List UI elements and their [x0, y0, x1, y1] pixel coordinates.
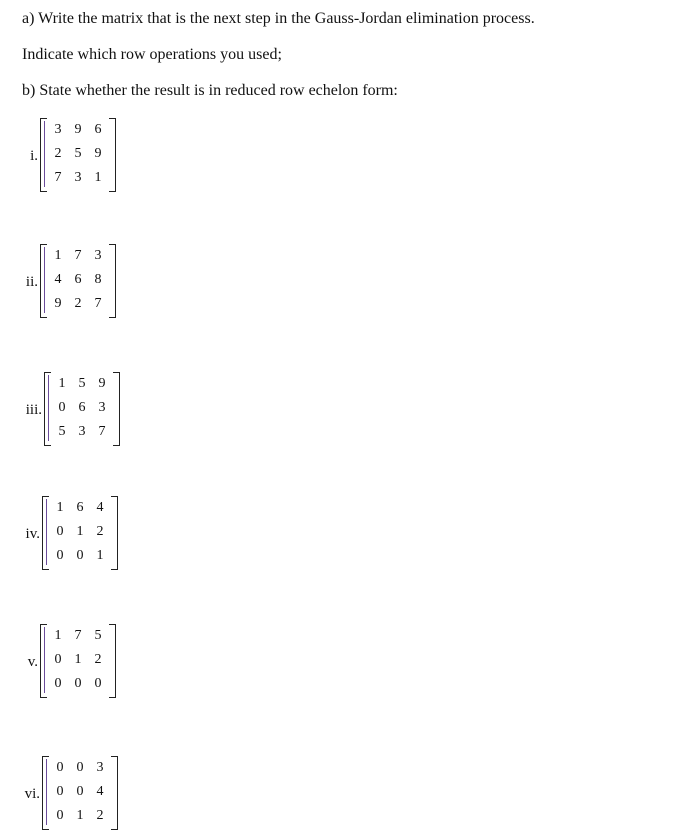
problem-6: [0, 756, 679, 836]
matrix-cell: 3: [74, 170, 82, 185]
matrix-cell: 1: [58, 376, 66, 391]
matrix-cell: 5: [58, 424, 66, 439]
right-bracket: [111, 756, 118, 830]
matrix-cell: 2: [74, 296, 82, 311]
instruction-b: b) State whether the result is in reduced row echelon form:: [22, 82, 398, 99]
matrix-cell: 7: [54, 170, 62, 185]
inner-rule: [46, 759, 47, 825]
matrix-cell: 2: [96, 524, 104, 539]
matrix-cell: 0: [56, 784, 64, 799]
matrix-cell: 2: [94, 652, 102, 667]
problem-label: ii.: [25, 274, 38, 290]
right-bracket: [113, 372, 120, 446]
problem-2: [0, 244, 679, 324]
matrix: [40, 244, 116, 316]
matrix-cell: 5: [78, 376, 86, 391]
matrix-cell: 1: [74, 652, 82, 667]
problem-label: i.: [30, 148, 38, 164]
matrix-cell: 7: [74, 628, 82, 643]
right-bracket: [109, 244, 116, 318]
right-bracket: [111, 496, 118, 570]
matrix-cell: 4: [54, 272, 62, 287]
matrix-grid: [50, 496, 110, 568]
inner-rule: [44, 121, 45, 187]
matrix-cell: 0: [74, 676, 82, 691]
matrix-cell: 5: [94, 628, 102, 643]
matrix-cell: 9: [54, 296, 62, 311]
matrix-cell: 0: [58, 400, 66, 415]
matrix-cell: 2: [54, 146, 62, 161]
matrix-cell: 7: [74, 248, 82, 263]
problem-label: iv.: [25, 526, 40, 542]
matrix-cell: 2: [96, 808, 104, 823]
right-bracket: [109, 624, 116, 698]
problem-5: [0, 624, 679, 704]
inner-rule: [44, 247, 45, 313]
matrix-cell: 0: [56, 524, 64, 539]
matrix-cell: 1: [54, 628, 62, 643]
matrix-cell: 0: [56, 760, 64, 775]
problem-3: [0, 372, 679, 452]
problem-label: iii.: [25, 402, 42, 418]
right-bracket: [109, 118, 116, 192]
matrix-grid: [48, 118, 108, 190]
matrix-cell: 9: [74, 122, 82, 137]
matrix-cell: 0: [76, 548, 84, 563]
matrix-cell: 3: [78, 424, 86, 439]
matrix-cell: 1: [96, 548, 104, 563]
matrix-cell: 0: [94, 676, 102, 691]
matrix-cell: 6: [94, 122, 102, 137]
instruction-a: a) Write the matrix that is the next step in the Gauss-Jordan elimination process.: [22, 10, 535, 27]
matrix-cell: 3: [98, 400, 106, 415]
matrix-cell: 0: [76, 760, 84, 775]
matrix: [40, 624, 116, 696]
matrix-cell: 8: [94, 272, 102, 287]
matrix-cell: 6: [78, 400, 86, 415]
matrix: [40, 118, 116, 190]
inner-rule: [48, 375, 49, 441]
matrix-cell: 0: [54, 676, 62, 691]
matrix-cell: 0: [56, 548, 64, 563]
matrix-grid: [48, 624, 108, 696]
matrix-cell: 3: [94, 248, 102, 263]
matrix-cell: 7: [98, 424, 106, 439]
matrix-cell: 3: [54, 122, 62, 137]
inner-rule: [44, 627, 45, 693]
matrix-cell: 6: [74, 272, 82, 287]
matrix: [42, 496, 118, 568]
problem-1: [0, 118, 679, 198]
inner-rule: [46, 499, 47, 565]
matrix-grid: [48, 244, 108, 316]
matrix: [42, 756, 118, 828]
matrix-cell: 1: [56, 500, 64, 515]
matrix-cell: 1: [76, 808, 84, 823]
matrix-cell: 7: [94, 296, 102, 311]
matrix-cell: 0: [56, 808, 64, 823]
matrix-cell: 0: [54, 652, 62, 667]
matrix-grid: [52, 372, 112, 444]
matrix-cell: 4: [96, 784, 104, 799]
problem-4: [0, 496, 679, 576]
matrix-cell: 9: [98, 376, 106, 391]
matrix-cell: 0: [76, 784, 84, 799]
matrix-cell: 9: [94, 146, 102, 161]
instruction-a-continued: Indicate which row operations you used;: [22, 46, 282, 63]
problem-label: vi.: [24, 786, 40, 802]
matrix: [44, 372, 120, 444]
matrix-grid: [50, 756, 110, 828]
matrix-cell: 1: [94, 170, 102, 185]
problem-label: v.: [27, 654, 38, 670]
matrix-cell: 4: [96, 500, 104, 515]
matrix-cell: 1: [54, 248, 62, 263]
matrix-cell: 1: [76, 524, 84, 539]
matrix-cell: 3: [96, 760, 104, 775]
matrix-cell: 5: [74, 146, 82, 161]
matrix-cell: 6: [76, 500, 84, 515]
